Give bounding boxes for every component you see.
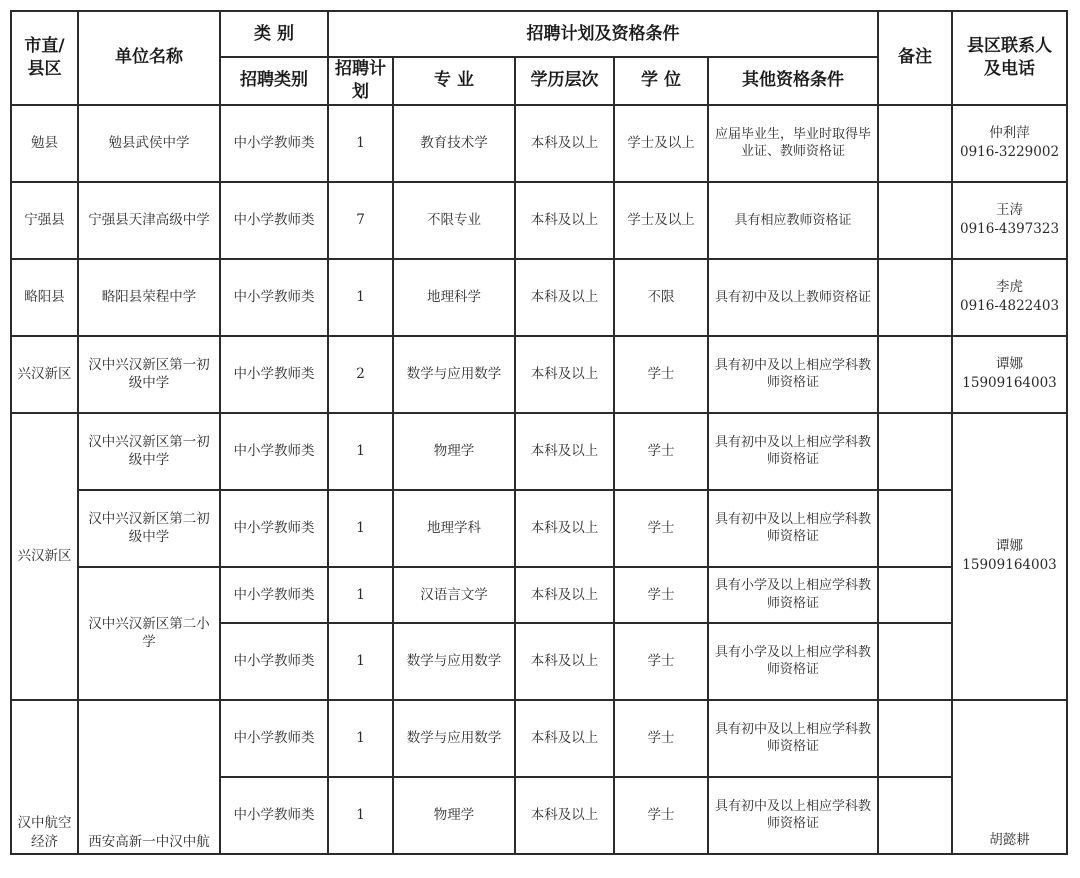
recruitment-table [10,10,1068,855]
cell-other: 应届毕业生，毕业时取得毕业证、教师资格证 [708,105,878,182]
cell-other: 具有初中及以上相应学科教师资格证 [708,700,878,777]
cell-count: 1 [328,413,393,490]
cell-county: 兴汉新区 [11,413,78,700]
cell-remark [878,336,952,413]
header-category: 类 别 [220,11,328,57]
cell-type: 中小学教师类 [220,777,328,854]
cell-edu: 本科及以上 [515,777,614,854]
cell-count: 7 [328,182,393,259]
contact-name: 仲利萍 [989,124,1030,141]
table-row [11,413,1067,490]
cell-remark [878,700,952,777]
cell-type: 中小学教师类 [220,336,328,413]
cell-degree: 学士及以上 [614,182,708,259]
table-row [11,567,1067,623]
recruitment-document [10,10,1076,878]
cell-remark [878,105,952,182]
cell-count: 1 [328,623,393,700]
cell-remark [878,259,952,336]
cell-other: 具有小学及以上相应学科教师资格证 [708,623,878,700]
header-major: 专 业 [393,57,515,105]
cell-unit: 略阳县荣程中学 [78,259,220,336]
header-unit-name: 单位名称 [78,11,220,105]
table-row [11,700,1067,777]
cell-degree: 学士 [614,777,708,854]
cell-major: 数学与应用数学 [393,623,515,700]
cell-degree: 学士 [614,567,708,623]
cell-remark [878,490,952,567]
cell-degree: 学士及以上 [614,105,708,182]
cell-major: 汉语言文学 [393,567,515,623]
cell-remark [878,413,952,490]
cell-other: 具有初中及以上相应学科教师资格证 [708,490,878,567]
cell-other: 具有相应教师资格证 [708,182,878,259]
cell-type: 中小学教师类 [220,623,328,700]
cell-remark [878,567,952,623]
contact-name: 胡懿耕 [989,832,1030,849]
cell-county: 兴汉新区 [11,336,78,413]
table-header-row [11,11,1067,57]
table-row [11,259,1067,336]
cell-other: 具有初中及以上教师资格证 [708,259,878,336]
contact-phone: 15909164003 [962,557,1057,574]
cell-unit: 汉中兴汉新区第一初级中学 [78,336,220,413]
cell-major: 不限专业 [393,182,515,259]
table-row [11,490,1067,567]
header-plan-group: 招聘计划及资格条件 [328,11,878,57]
cell-contact [952,413,1067,700]
cell-count: 1 [328,105,393,182]
cell-degree: 学士 [614,413,708,490]
cell-contact [952,700,1067,854]
cell-unit: 汉中兴汉新区第二小学 [78,567,220,700]
cell-type: 中小学教师类 [220,182,328,259]
table-row [11,182,1067,259]
cell-remark [878,623,952,700]
cell-unit: 宁强县天津高级中学 [78,182,220,259]
cell-edu: 本科及以上 [515,623,614,700]
cell-degree: 学士 [614,623,708,700]
cell-edu: 本科及以上 [515,259,614,336]
contact-name: 王涛 [996,201,1024,218]
cell-count: 1 [328,567,393,623]
cell-type: 中小学教师类 [220,105,328,182]
cell-county: 略阳县 [11,259,78,336]
cell-unit: 勉县武侯中学 [78,105,220,182]
contact-phone: 15909164003 [962,375,1057,392]
cell-degree: 学士 [614,336,708,413]
contact-name: 谭娜 [996,537,1024,554]
contact-name: 李虎 [996,278,1024,295]
cell-type: 中小学教师类 [220,413,328,490]
cell-unit: 汉中兴汉新区第二初级中学 [78,490,220,567]
header-city-county: 市直/县区 [11,11,78,105]
cell-other: 具有小学及以上相应学科教师资格证 [708,567,878,623]
cell-county: 勉县 [11,105,78,182]
cell-unit: 西安高新一中汉中航 [78,700,220,854]
cell-edu: 本科及以上 [515,413,614,490]
cell-major: 数学与应用数学 [393,336,515,413]
header-other-req: 其他资格条件 [708,57,878,105]
header-remarks: 备注 [878,11,952,105]
table-row [11,105,1067,182]
cell-major: 物理学 [393,777,515,854]
cell-count: 2 [328,336,393,413]
table-row [11,336,1067,413]
header-education: 学历层次 [515,57,614,105]
cell-degree: 学士 [614,700,708,777]
cell-unit: 汉中兴汉新区第一初级中学 [78,413,220,490]
cell-major: 地理科学 [393,259,515,336]
cell-count: 1 [328,490,393,567]
cell-type: 中小学教师类 [220,700,328,777]
header-degree: 学 位 [614,57,708,105]
contact-phone: 0916-4397323 [960,221,1060,238]
contact-phone: 0916-4822403 [960,298,1060,315]
cell-major: 教育技术学 [393,105,515,182]
cell-degree: 学士 [614,490,708,567]
contact-name: 谭娜 [996,355,1024,372]
cell-edu: 本科及以上 [515,700,614,777]
cell-remark [878,777,952,854]
cell-degree: 不限 [614,259,708,336]
cell-edu: 本科及以上 [515,567,614,623]
cell-county: 汉中航空经济 [11,700,78,854]
cell-edu: 本科及以上 [515,182,614,259]
cell-edu: 本科及以上 [515,336,614,413]
cell-contact [952,336,1067,413]
header-recruit-type: 招聘类别 [220,57,328,105]
cell-remark [878,182,952,259]
cell-county: 宁强县 [11,182,78,259]
cell-count: 1 [328,259,393,336]
cell-type: 中小学教师类 [220,490,328,567]
cell-contact [952,105,1067,182]
cell-contact [952,182,1067,259]
cell-major: 数学与应用数学 [393,700,515,777]
cell-other: 具有初中及以上相应学科教师资格证 [708,777,878,854]
cell-edu: 本科及以上 [515,490,614,567]
header-plan-count: 招聘计划 [328,57,393,105]
cell-contact [952,259,1067,336]
cell-count: 1 [328,777,393,854]
cell-edu: 本科及以上 [515,105,614,182]
header-contact: 县区联系人及电话 [952,11,1067,105]
cell-major: 地理学科 [393,490,515,567]
cell-major: 物理学 [393,413,515,490]
contact-phone: 0916-3229002 [960,144,1060,161]
cell-other: 具有初中及以上相应学科教师资格证 [708,413,878,490]
cell-type: 中小学教师类 [220,567,328,623]
cell-other: 具有初中及以上相应学科教师资格证 [708,336,878,413]
cell-count: 1 [328,700,393,777]
cell-type: 中小学教师类 [220,259,328,336]
